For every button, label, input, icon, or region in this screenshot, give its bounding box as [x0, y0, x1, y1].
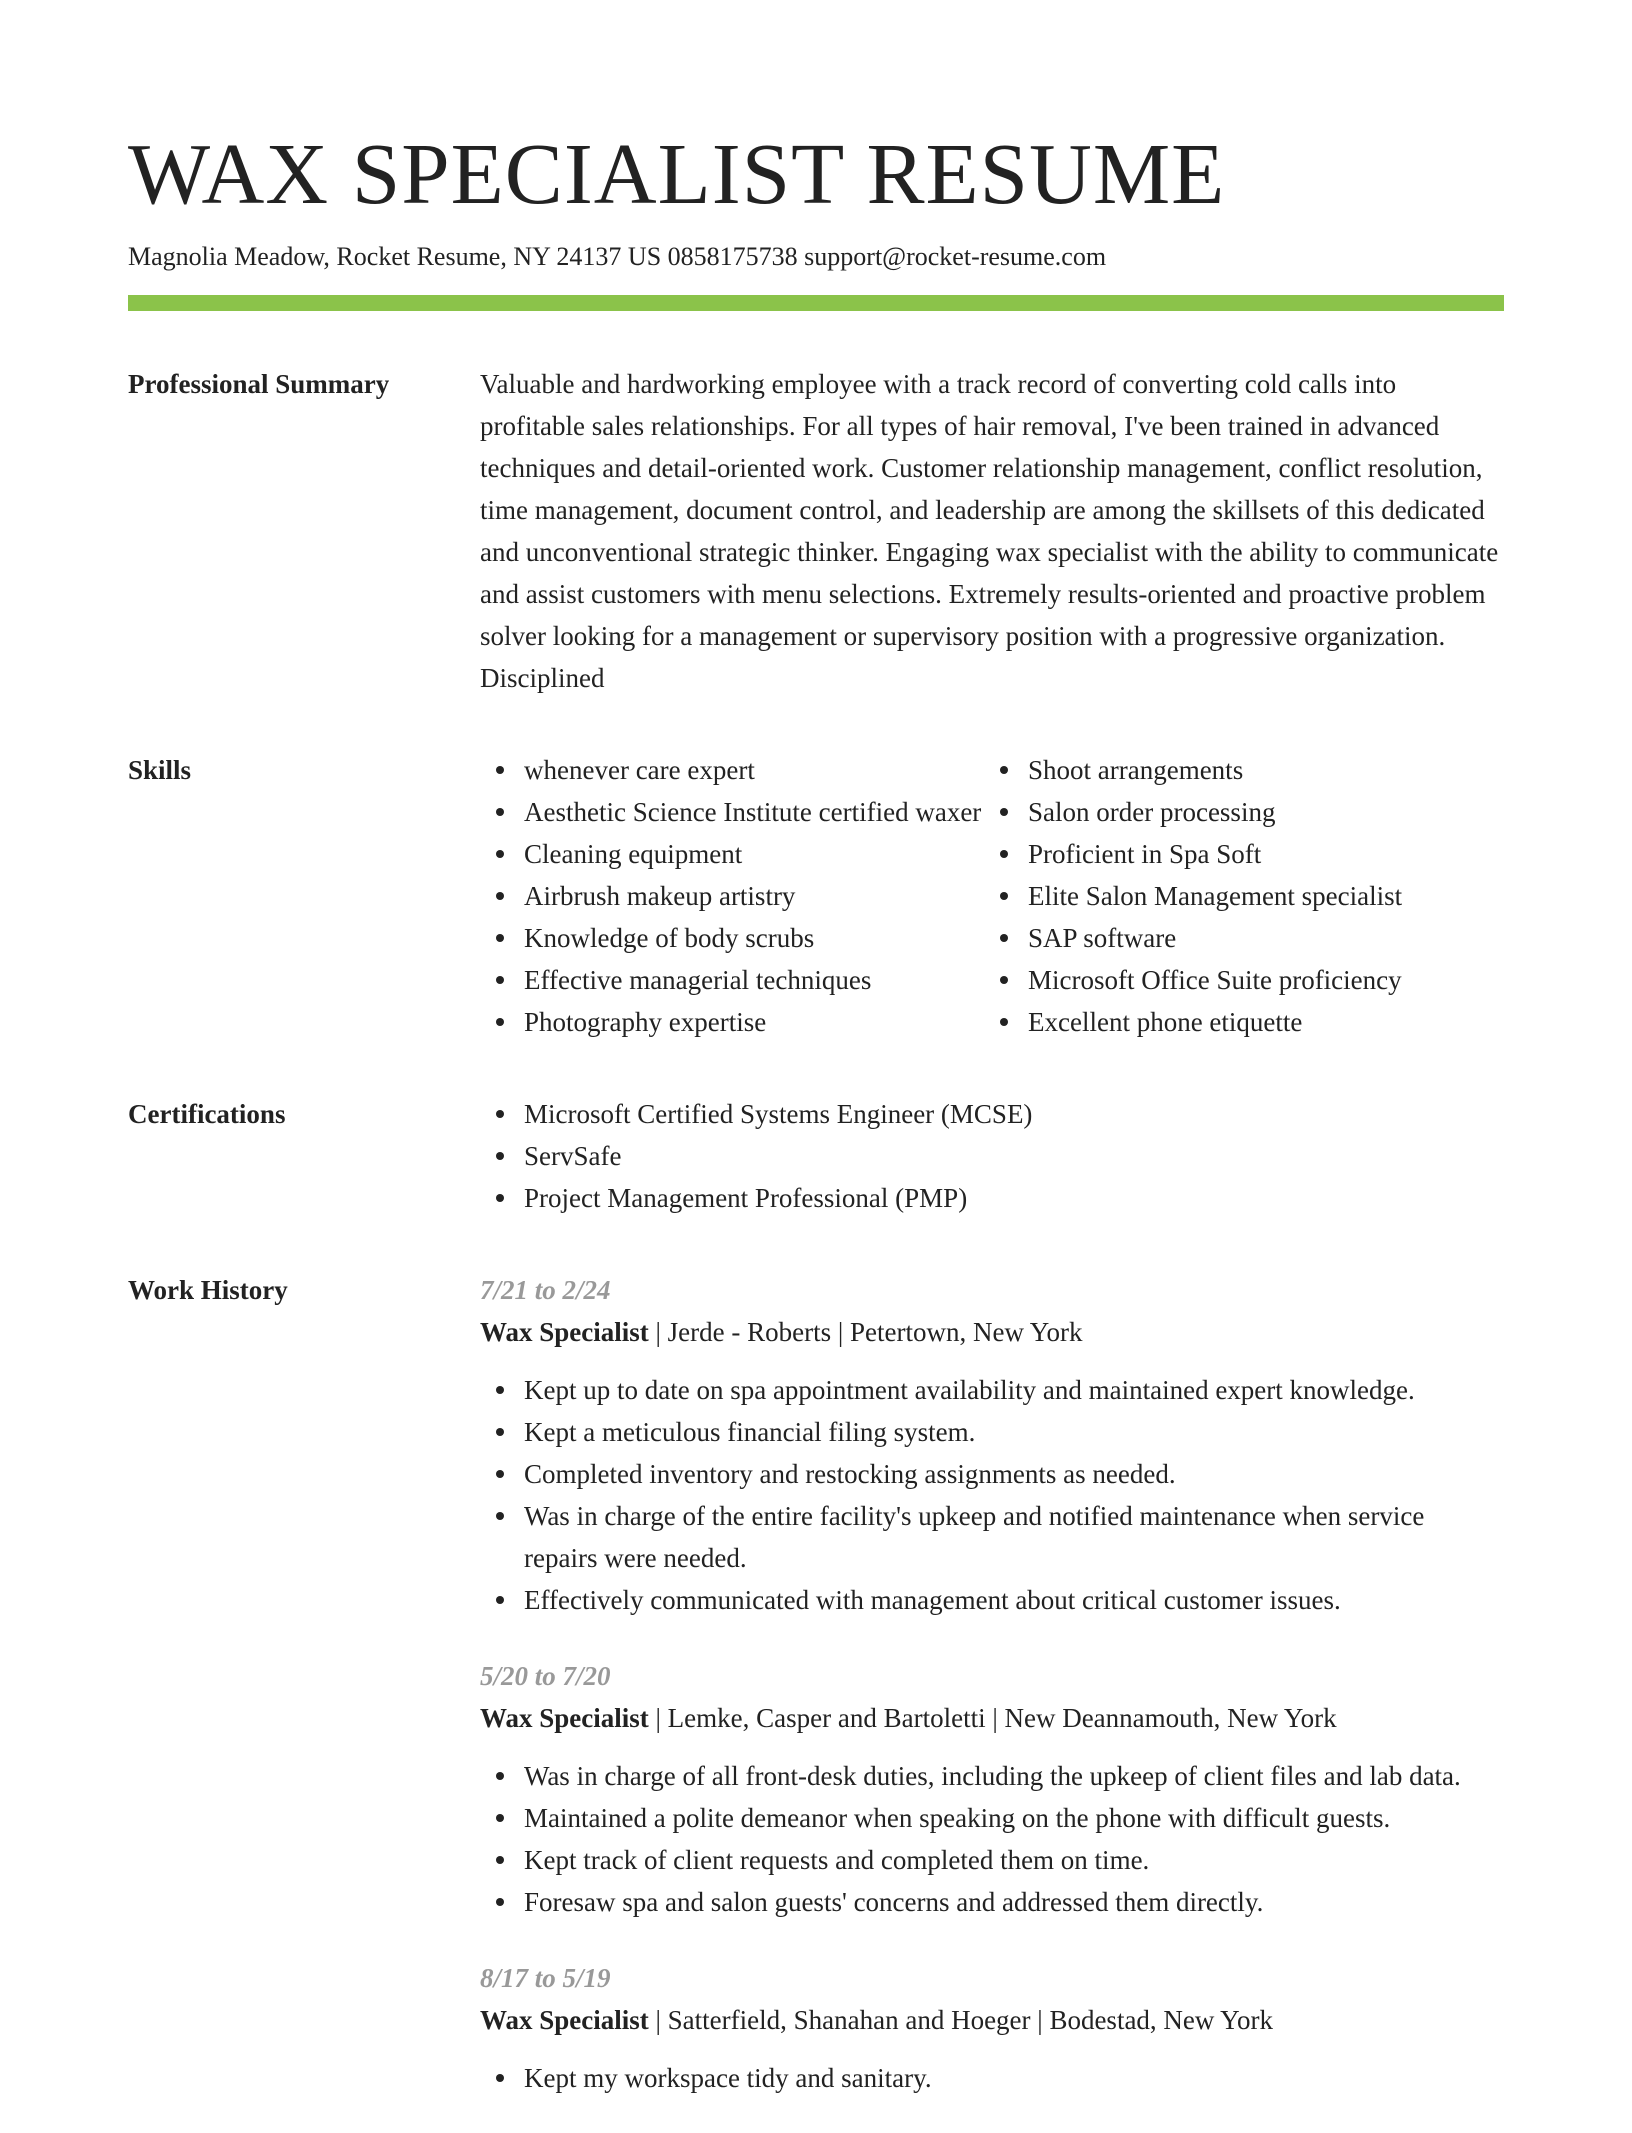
section-label-skills: Skills [128, 755, 192, 785]
job-title: Wax Specialist [480, 1703, 649, 1733]
job-bullet: Was in charge of all front-desk duties, including the upkeep of client files and lab data. [480, 1755, 1504, 1797]
skills-column-left [480, 749, 984, 1043]
job-dates: 8/17 to 5/19 [480, 1963, 611, 1993]
job-title: Wax Specialist [480, 1317, 649, 1347]
job-bullets [480, 1755, 1504, 1923]
job-heading [480, 1999, 1504, 2041]
job-bullet: Completed inventory and restocking assignments as needed. [480, 1453, 1504, 1495]
job-bullet: Effectively communicated with management about critical customer issues. [480, 1579, 1504, 1621]
certification-item: Project Management Professional (PMP) [480, 1177, 1504, 1219]
skill-item: Aesthetic Science Institute certified waxer [480, 791, 984, 833]
skill-item: Excellent phone etiquette [984, 1001, 1488, 1043]
job-bullet: Kept track of client requests and completed them on time. [480, 1839, 1504, 1881]
skill-item: Photography expertise [480, 1001, 984, 1043]
skill-item: Airbrush makeup artistry [480, 875, 984, 917]
job-heading [480, 1697, 1504, 1739]
job-bullets [480, 1369, 1504, 1621]
skill-item: Shoot arrangements [984, 749, 1488, 791]
section-label-certifications: Certifications [128, 1099, 286, 1129]
job-dates: 5/20 to 7/20 [480, 1661, 611, 1691]
section-label-professional-summary: Professional Summary [128, 369, 390, 399]
resume-title: WAX SPECIALIST RESUME [128, 125, 1226, 222]
job-entry [480, 1957, 1504, 2099]
job-bullet: Maintained a polite demeanor when speaking on the phone with difficult guests. [480, 1797, 1504, 1839]
job-details: | Lemke, Casper and Bartoletti | New Deannamouth, New York [648, 1703, 1337, 1733]
skills-section [128, 749, 1504, 1043]
professional-summary-text: Valuable and hardworking employee with a track record of converting cold calls into profitable sales relationships. For all types of hair removal, I've been trained in advanced techniques and detail-oriented work. Customer relationship management, conflict resolution, time management, document control, and leadership are among the skillsets of this dedicated and unconventional strategic thinker. Engaging wax specialist with the ability to communicate and assist customers with menu selections. Extremely results-oriented and proactive problem solver looking for a management or supervisory position with a progressive organization. Disciplined [480, 369, 1499, 693]
work-history-body [480, 1269, 1504, 2133]
contact-line: Magnolia Meadow, Rocket Resume, NY 24137 US 0858175738 support@rocket-resume.com [128, 242, 1107, 271]
skill-item: Knowledge of body scrubs [480, 917, 984, 959]
skill-item: Salon order processing [984, 791, 1488, 833]
accent-divider [128, 295, 1504, 311]
job-bullet: Kept a meticulous financial filing system. [480, 1411, 1504, 1453]
job-bullet: Was in charge of the entire facility's upkeep and notified maintenance when service repairs were needed. [480, 1495, 1504, 1579]
skills-column-right [984, 749, 1488, 1043]
skill-item: Proficient in Spa Soft [984, 833, 1488, 875]
job-entry [480, 1269, 1504, 1621]
section-label-work-history: Work History [128, 1275, 288, 1305]
resume-page [128, 0, 1504, 2133]
certification-item: Microsoft Certified Systems Engineer (MCSE) [480, 1093, 1504, 1135]
skills-list-right [984, 749, 1488, 1043]
certifications-section [128, 1093, 1504, 1219]
job-bullet: Foresaw spa and salon guests' concerns and addressed them directly. [480, 1881, 1504, 1923]
skill-item: Microsoft Office Suite proficiency [984, 959, 1488, 1001]
skill-item: SAP software [984, 917, 1488, 959]
job-bullet: Kept my workspace tidy and sanitary. [480, 2057, 1504, 2099]
skills-columns [480, 749, 1504, 1043]
skill-item: Cleaning equipment [480, 833, 984, 875]
job-dates: 7/21 to 2/24 [480, 1275, 611, 1305]
job-bullets [480, 2057, 1504, 2099]
skill-item: Elite Salon Management specialist [984, 875, 1488, 917]
skills-body [480, 749, 1504, 1043]
job-bullet: Kept up to date on spa appointment availability and maintained expert knowledge. [480, 1369, 1504, 1411]
professional-summary-body [480, 363, 1504, 699]
skill-item: Effective managerial techniques [480, 959, 984, 1001]
job-title: Wax Specialist [480, 2005, 649, 2035]
skills-list-left [480, 749, 984, 1043]
job-details: | Satterfield, Shanahan and Hoeger | Bodestad, New York [648, 2005, 1273, 2035]
professional-summary-section [128, 363, 1504, 699]
job-entry [480, 1655, 1504, 1923]
certification-item: ServSafe [480, 1135, 1504, 1177]
job-details: | Jerde - Roberts | Petertown, New York [648, 1317, 1083, 1347]
skill-item: whenever care expert [480, 749, 984, 791]
job-heading [480, 1311, 1504, 1353]
certifications-body [480, 1093, 1504, 1219]
certifications-list [480, 1093, 1504, 1219]
work-history-section [128, 1269, 1504, 2133]
